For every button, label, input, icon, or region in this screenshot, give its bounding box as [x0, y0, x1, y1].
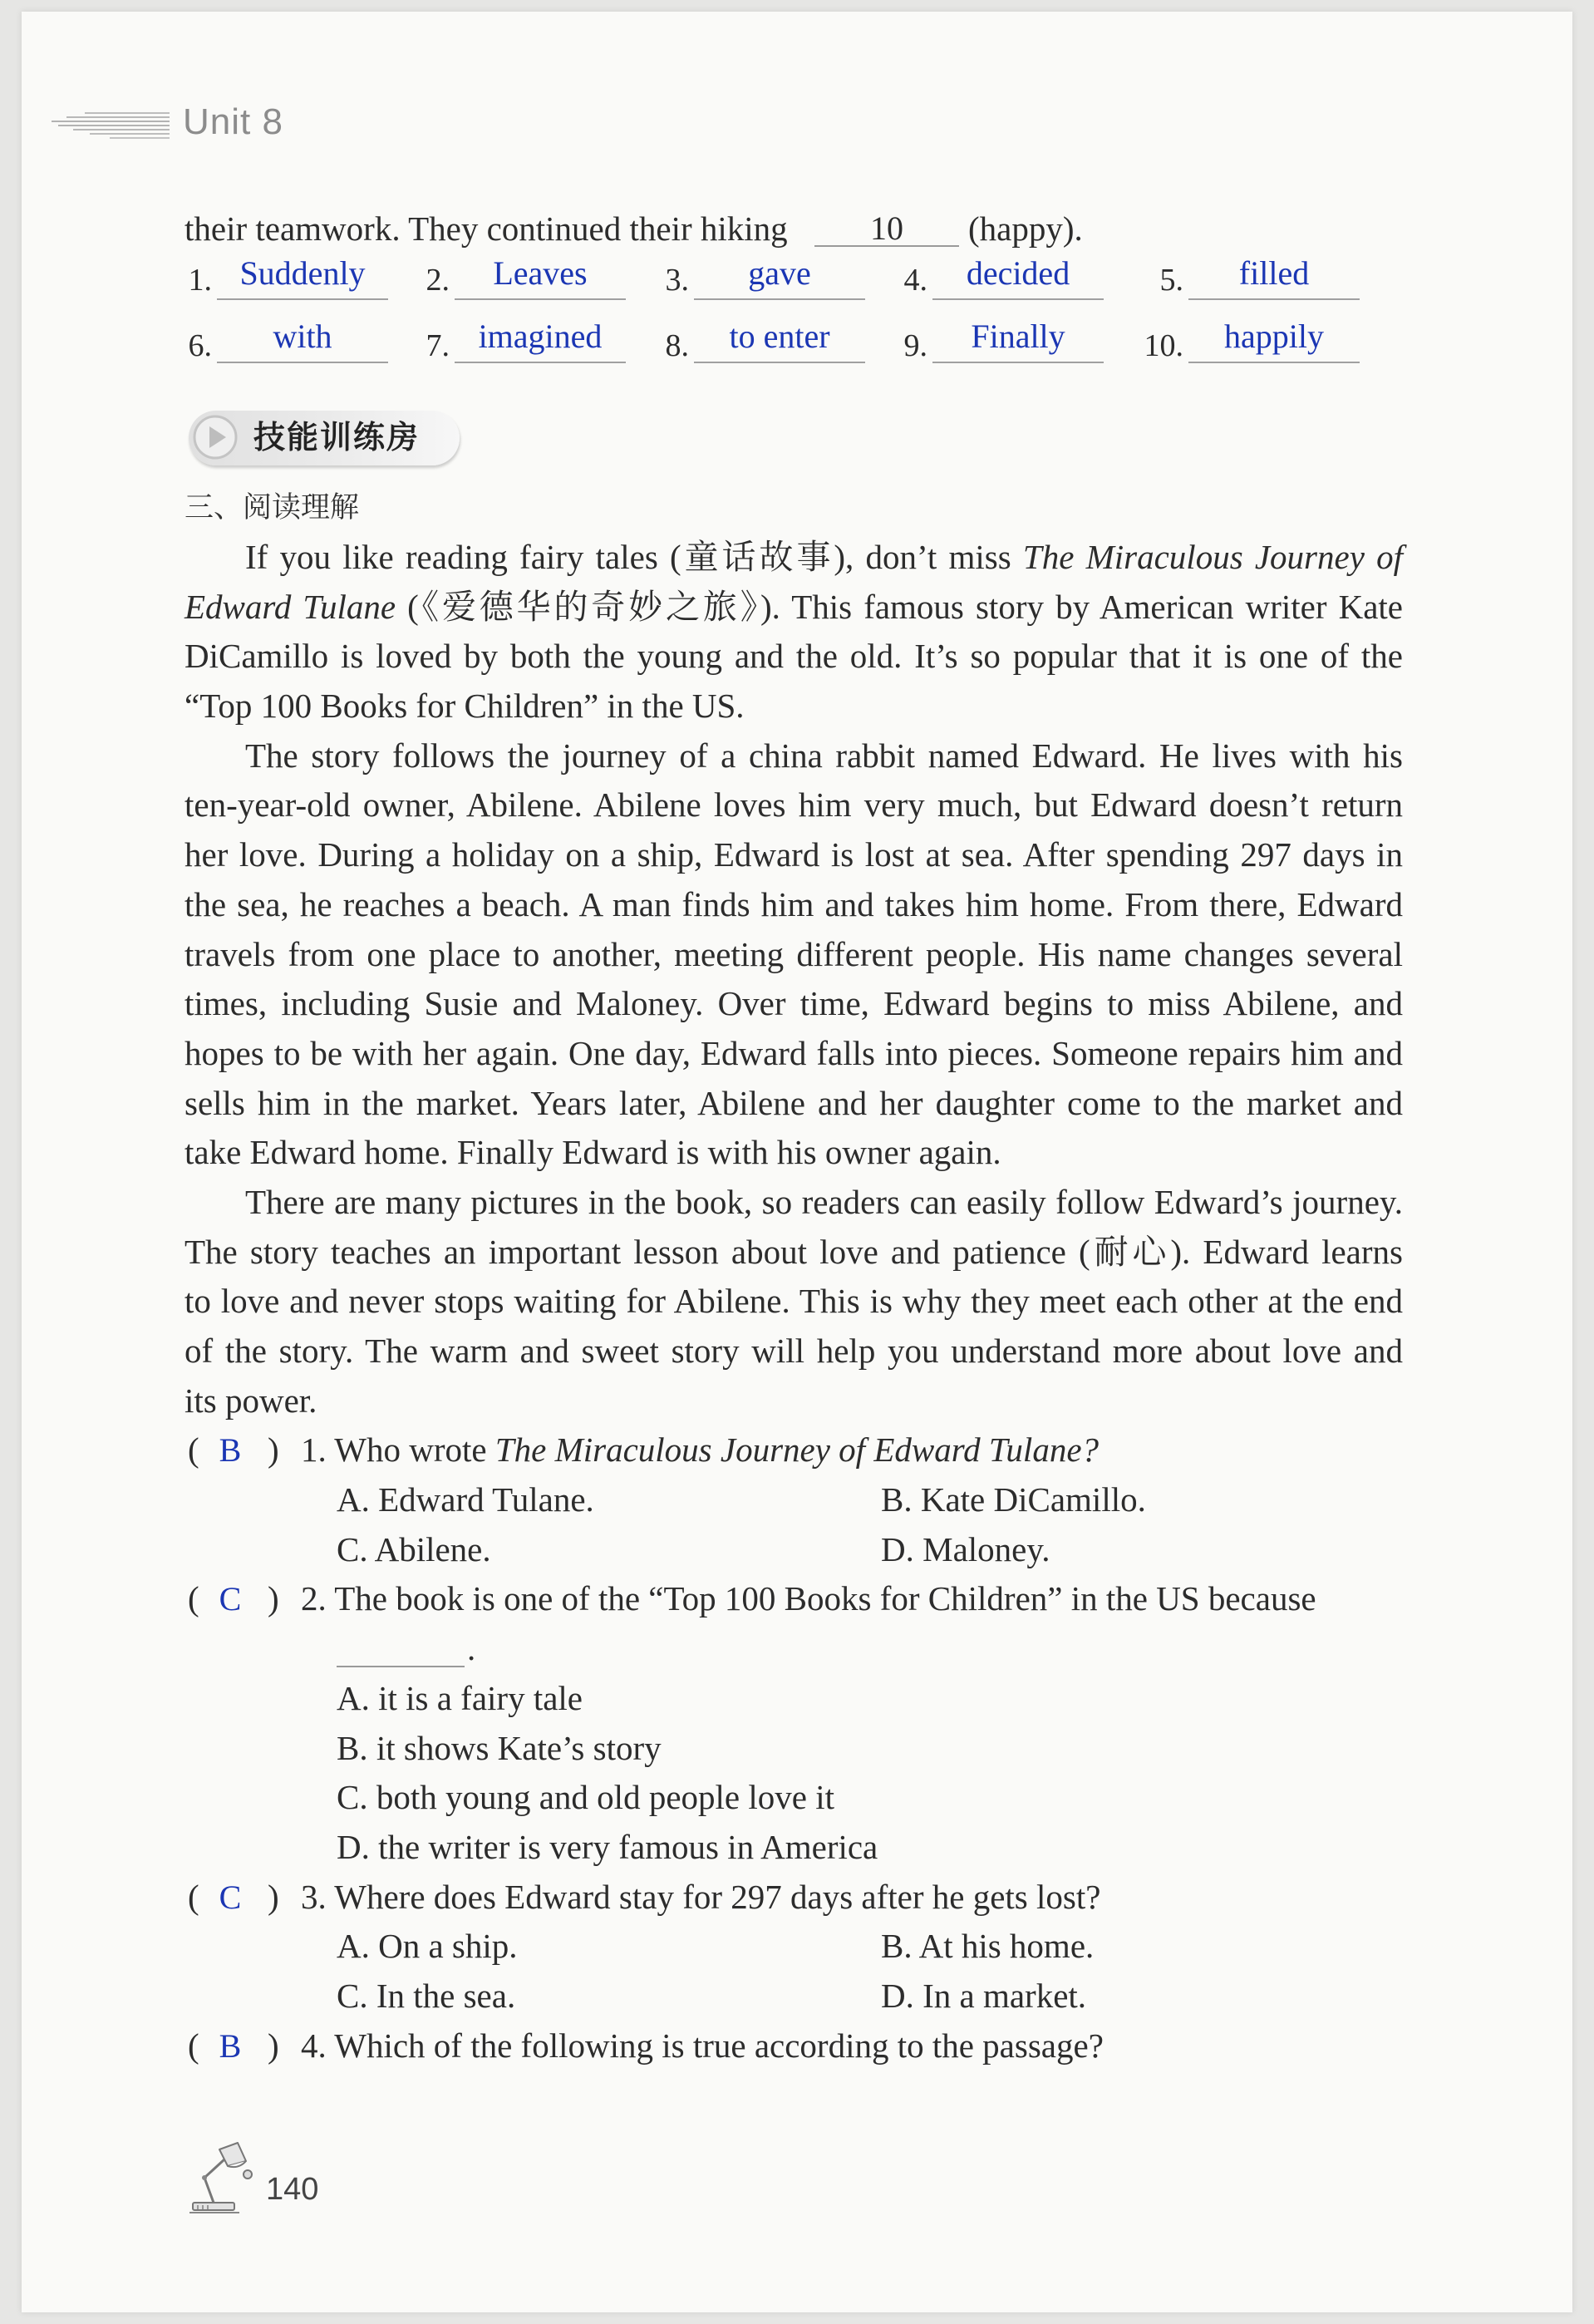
bracket-close: ) [268, 2026, 279, 2065]
unit-title: Unit 8 [183, 101, 283, 142]
bracket-open: ( [188, 1877, 199, 1916]
answer-number: 1. [188, 263, 212, 298]
bracket-open: ( [188, 2026, 199, 2065]
passage-line: The story follows the journey of a china rabbit named Edward. He lives with his [245, 736, 1403, 775]
bracket-close: ) [268, 1430, 279, 1470]
option-b: B. At his home. [881, 1927, 1095, 1966]
question-stem: Which of the following is true according to the passage? [334, 2026, 1104, 2065]
question-4 [184, 2021, 1403, 2071]
previous-exercise-text: their teamwork. They continued their hiking [184, 209, 788, 248]
answer-number: 9. [903, 328, 927, 363]
previous-exercise-blank [814, 204, 959, 247]
passage-line: There are many pictures in the book, so readers can easily follow Edward’s journey. [245, 1182, 1403, 1221]
options-row [184, 1674, 1403, 1724]
question-3 [184, 1873, 1403, 1923]
question-answer: B [219, 2026, 242, 2065]
passage-line: sells him in the market. Years later, Abilene and her daughter come to the market and [184, 1083, 1403, 1122]
play-circle-icon [190, 412, 240, 462]
passage-line: take Edward home. Finally Edward is with his owner again. [184, 1133, 1001, 1172]
previous-exercise-hint: (happy). [968, 209, 1083, 248]
desk-lamp-icon [186, 2139, 266, 2216]
blank-number: 10 [870, 209, 903, 247]
answer-number: 3. [665, 263, 689, 298]
part-heading: 三、阅读理解 [184, 491, 360, 524]
answer-text: Suddenly [239, 254, 366, 292]
answer-blank [455, 254, 626, 300]
bracket-open: ( [188, 1430, 199, 1470]
answer-number: 7. [426, 328, 450, 363]
question-blank-row [184, 1624, 1403, 1674]
answer-blank [217, 320, 388, 363]
book-title: Edward Tulane [184, 587, 396, 626]
options-row [184, 1972, 1403, 2021]
bracket-close: ) [268, 1579, 279, 1618]
answer-text: happily [1224, 318, 1324, 355]
answer-number: 6. [188, 328, 212, 363]
answer-text: filled [1238, 254, 1310, 292]
answer-text: with [273, 318, 332, 355]
passage-text: If you like reading fairy tales (童话故事), don’t miss [245, 538, 1023, 576]
question-number: 2. [301, 1579, 327, 1618]
question-number: 4. [301, 2026, 327, 2065]
answer-blank [217, 254, 388, 300]
passage-line: the sea, he reaches a beach. A man finds him and takes him home. From there, Edward [184, 884, 1403, 923]
options-row [184, 1773, 1403, 1823]
passage-line: DiCamillo is loved by both the young and the old. It’s so popular that it is one of the [184, 637, 1403, 676]
answer-text: Leaves [493, 254, 588, 292]
option-c: C. both young and old people love it [337, 1778, 834, 1817]
answer-blank [694, 320, 865, 363]
question-answer: B [219, 1431, 242, 1470]
reading-passage [184, 533, 1403, 2070]
question-text [301, 1425, 1099, 1475]
option-d: D. In a market. [881, 1976, 1087, 2015]
question-number: 3. [301, 1877, 327, 1916]
question-stem-end: . [467, 1629, 476, 1668]
bracket-open: ( [188, 1579, 199, 1618]
question-text [301, 2021, 1104, 2071]
question-1 [184, 1425, 1403, 1475]
passage-line: of the story. The warm and sweet story will help you understand more about love and [184, 1332, 1403, 1370]
options-row [184, 1823, 1403, 1873]
question-blank [337, 1624, 465, 1667]
page-number: 140 [266, 2172, 319, 2207]
option-a: A. it is a fairy tale [337, 1678, 583, 1717]
passage-line: her love. During a holiday on a ship, Edward is lost at sea. After spending 297 days in [184, 835, 1403, 874]
section-title: 技能训练房 [253, 419, 421, 455]
question-2 [184, 1574, 1403, 1624]
option-d: D. Maloney. [881, 1529, 1050, 1568]
answer-blank [455, 320, 626, 363]
question-text [301, 1873, 1100, 1923]
answer-number: 2. [426, 263, 450, 298]
answer-blank [932, 254, 1104, 300]
options-row [184, 1724, 1403, 1774]
passage-line: to love and never stops waiting for Abilene. This is why they meet each other at the end [184, 1282, 1403, 1321]
answer-number: 10. [1144, 328, 1183, 363]
passage-line: travels from one place to another, meeting different people. His name changes several [184, 934, 1403, 973]
option-d: D. the writer is very famous in America [337, 1827, 878, 1866]
answer-number: 5. [1159, 263, 1183, 298]
passage-line: ten-year-old owner, Abilene. Abilene loves him very much, but Edward doesn’t return [184, 785, 1403, 825]
options-row [184, 1922, 1403, 1972]
book-title: The Miraculous Journey of Edward Tulane? [494, 1430, 1100, 1470]
question-answer: C [219, 1580, 242, 1618]
question-number: 1. [301, 1430, 327, 1470]
passage-line: The story teaches an important lesson about love and patience (耐心). Edward learns [184, 1232, 1403, 1271]
answer-text: to enter [729, 318, 830, 355]
answer-number: 8. [665, 328, 689, 363]
question-text [301, 1574, 1316, 1624]
passage-line [184, 533, 1403, 583]
answer-blank [932, 320, 1104, 363]
question-answer: C [219, 1878, 242, 1916]
bracket-close: ) [268, 1877, 279, 1916]
question-stem: Who wrote [334, 1430, 495, 1470]
answer-text: Finally [971, 318, 1065, 355]
passage-text: (《爱德华的奇妙之旅》). This famous story by American writer Kate [396, 587, 1403, 626]
answer-text: decided [966, 254, 1070, 292]
options-row [184, 1525, 1403, 1575]
question-stem: The book is one of the “Top 100 Books for Children” in the US because [334, 1579, 1316, 1618]
passage-line: its power. [184, 1381, 317, 1420]
passage-line [184, 583, 1403, 633]
answer-text: gave [748, 254, 811, 292]
options-row [184, 1475, 1403, 1525]
passage-line: “Top 100 Books for Children” in the US. [184, 687, 745, 726]
option-a: A. Edward Tulane. [337, 1480, 594, 1519]
answer-blank [1188, 254, 1360, 300]
option-c: C. Abilene. [337, 1529, 491, 1568]
book-title: The Miraculous Journey of [1022, 538, 1403, 576]
answer-blank [1188, 320, 1360, 363]
passage-line: times, including Susie and Maloney. Over time, Edward begins to miss Abilene, and [184, 984, 1403, 1023]
header-stripes-decoration [52, 110, 172, 143]
option-c: C. In the sea. [337, 1976, 516, 2015]
passage-line: hopes to be with her again. One day, Edward falls into pieces. Someone repairs him and [184, 1033, 1403, 1072]
answer-text: imagined [478, 318, 603, 355]
answer-number: 4. [903, 263, 927, 298]
option-a: A. On a ship. [337, 1927, 518, 1966]
answer-blank [694, 254, 865, 300]
option-b: B. Kate DiCamillo. [881, 1480, 1146, 1519]
question-stem: Where does Edward stay for 297 days after he gets lost? [334, 1877, 1101, 1916]
option-b: B. it shows Kate’s story [337, 1728, 662, 1767]
